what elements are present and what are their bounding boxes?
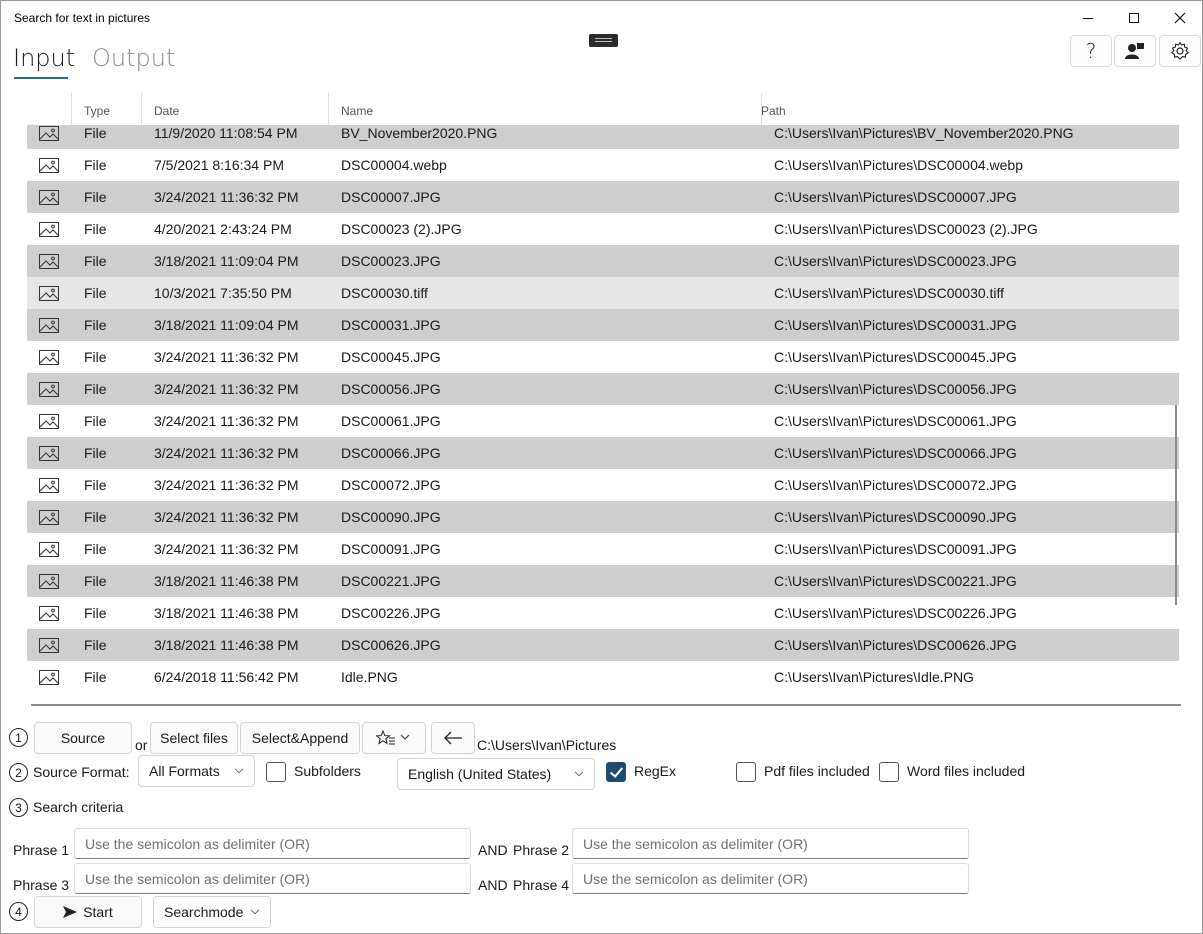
- cell-path: C:\Users\Ivan\Pictures\DSC00056.JPG: [774, 381, 1017, 397]
- source-format-value: All Formats: [149, 763, 220, 779]
- image-file-icon: [39, 158, 59, 173]
- searchmode-select[interactable]: [153, 896, 271, 928]
- image-file-icon: [39, 190, 59, 205]
- drag-handle[interactable]: [589, 34, 618, 47]
- title-bar[interactable]: [1, 1, 1202, 35]
- subfolders-label: Subfolders: [294, 763, 361, 779]
- send-icon: [63, 906, 77, 918]
- cell-date: 6/24/2018 11:56:42 PM: [154, 669, 299, 685]
- cell-date: 3/24/2021 11:36:32 PM: [154, 509, 299, 525]
- close-icon: [1174, 12, 1186, 24]
- chevron-down-icon: [575, 768, 583, 776]
- pdf-checkbox[interactable]: [736, 762, 756, 782]
- cell-type: File: [84, 125, 107, 141]
- image-file-icon: [39, 126, 59, 141]
- cell-type: File: [84, 349, 107, 365]
- pdf-label: Pdf files included: [764, 763, 870, 779]
- regex-label: RegEx: [634, 763, 677, 779]
- language-value: English (United States): [408, 766, 552, 782]
- cell-type: File: [84, 189, 107, 205]
- tab-input[interactable]: Input: [13, 44, 76, 72]
- cell-date: 3/24/2021 11:36:32 PM: [154, 381, 299, 397]
- cell-date: 3/24/2021 11:36:32 PM: [154, 477, 299, 493]
- settings-button[interactable]: [1159, 35, 1201, 67]
- help-icon: ?: [1085, 39, 1097, 63]
- image-file-icon: [39, 350, 59, 365]
- cell-path: C:\Users\Ivan\Pictures\DSC00061.JPG: [774, 413, 1017, 429]
- column-header-name[interactable]: Name: [341, 104, 374, 118]
- cell-type: File: [84, 509, 107, 525]
- horizontal-scrollbar[interactable]: [31, 704, 1181, 706]
- cell-path: C:\Users\Ivan\Pictures\DSC00023.JPG: [774, 253, 1017, 269]
- select-files-button[interactable]: Select files: [150, 722, 238, 754]
- cell-path: C:\Users\Ivan\Pictures\DSC00091.JPG: [774, 541, 1017, 557]
- or-label: or: [135, 737, 148, 753]
- star-list-icon: [376, 730, 412, 746]
- step-3-badge: 3: [9, 798, 28, 817]
- cell-path: C:\Users\Ivan\Pictures\DSC00066.JPG: [774, 445, 1017, 461]
- cell-type: File: [84, 445, 107, 461]
- cell-name: DSC00226.JPG: [341, 605, 441, 621]
- table-row[interactable]: [27, 533, 1179, 565]
- cell-name: DSC00626.JPG: [341, 637, 441, 653]
- search-criteria-label: Search criteria: [33, 799, 124, 815]
- cell-path: C:\Users\Ivan\Pictures\BV_November2020.PNG: [774, 125, 1074, 141]
- cell-path: C:\Users\Ivan\Pictures\DSC00045.JPG: [774, 349, 1017, 365]
- cell-type: File: [84, 541, 107, 557]
- image-file-icon: [39, 414, 59, 429]
- cell-path: C:\Users\Ivan\Pictures\DSC00031.JPG: [774, 317, 1017, 333]
- and-label: AND: [478, 877, 508, 893]
- image-file-icon: [39, 478, 59, 493]
- cell-path: C:\Users\Ivan\Pictures\DSC00030.tiff: [774, 285, 1005, 301]
- image-file-icon: [39, 382, 59, 397]
- cell-date: 3/24/2021 11:36:32 PM: [154, 541, 299, 557]
- image-file-icon: [39, 574, 59, 589]
- phrase-3-input[interactable]: [74, 863, 471, 894]
- column-header-type[interactable]: Type: [84, 104, 111, 118]
- cell-path: C:\Users\Ivan\Pictures\DSC00007.JPG: [774, 189, 1017, 205]
- cell-name: DSC00066.JPG: [341, 445, 441, 461]
- favorites-button[interactable]: [362, 722, 426, 754]
- cell-name: DSC00045.JPG: [341, 349, 441, 365]
- start-button[interactable]: [34, 896, 142, 928]
- cell-date: 3/18/2021 11:46:38 PM: [154, 605, 299, 621]
- files-table[interactable]: [27, 93, 1179, 705]
- cell-name: DSC00091.JPG: [341, 541, 441, 557]
- maximize-icon: [1129, 13, 1139, 23]
- word-label: Word files included: [907, 763, 1026, 779]
- cell-type: File: [84, 221, 107, 237]
- close-button[interactable]: [1157, 1, 1203, 35]
- window-title: Search for text in pictures: [14, 11, 151, 25]
- table-row[interactable]: [27, 277, 1179, 309]
- table-row[interactable]: [27, 341, 1179, 373]
- image-file-icon: [39, 286, 59, 301]
- searchmode-value: Searchmode: [164, 904, 244, 920]
- column-header-date[interactable]: Date: [154, 104, 180, 118]
- cell-date: 3/18/2021 11:09:04 PM: [154, 253, 299, 269]
- cell-name: DSC00056.JPG: [341, 381, 441, 397]
- cell-name: DSC00004.webp: [341, 157, 447, 173]
- step-1-badge: 1: [9, 728, 28, 747]
- phrase-4-input[interactable]: [572, 863, 969, 894]
- table-row[interactable]: [27, 565, 1179, 597]
- cell-name: DSC00031.JPG: [341, 317, 441, 333]
- source-format-label: Source Format:: [33, 764, 130, 780]
- table-row[interactable]: [27, 661, 1179, 693]
- cell-path: C:\Users\Ivan\Pictures\DSC00626.JPG: [774, 637, 1017, 653]
- column-separator[interactable]: [71, 93, 72, 125]
- and-label: AND: [478, 842, 508, 858]
- cell-date: 10/3/2021 7:35:50 PM: [154, 285, 292, 301]
- help-button[interactable]: [1070, 35, 1112, 67]
- image-file-icon: [39, 222, 59, 237]
- table-row[interactable]: [27, 149, 1179, 181]
- cell-type: File: [84, 605, 107, 621]
- source-format-select[interactable]: [138, 755, 255, 787]
- cell-path: C:\Users\Ivan\Pictures\DSC00023 (2).JPG: [774, 221, 1038, 237]
- source-button[interactable]: Source: [34, 722, 132, 754]
- cell-type: File: [84, 317, 107, 333]
- table-row[interactable]: [27, 245, 1179, 277]
- cell-path: C:\Users\Ivan\Pictures\Idle.PNG: [774, 669, 974, 685]
- phrase-1-input[interactable]: [74, 828, 471, 859]
- cell-name: DSC00023 (2).JPG: [341, 221, 462, 237]
- person-icon: [1125, 42, 1145, 60]
- cell-name: DSC00072.JPG: [341, 477, 441, 493]
- cell-date: 3/18/2021 11:46:38 PM: [154, 637, 299, 653]
- cell-name: BV_November2020.PNG: [341, 125, 498, 141]
- chevron-down-icon: [235, 765, 243, 773]
- table-row[interactable]: [27, 437, 1179, 469]
- cell-date: 11/9/2020 11:08:54 PM: [154, 125, 298, 141]
- image-file-icon: [39, 510, 59, 525]
- regex-checkbox[interactable]: [606, 762, 626, 782]
- cell-path: C:\Users\Ivan\Pictures\DSC00004.webp: [774, 157, 1023, 173]
- cell-type: File: [84, 157, 107, 173]
- language-select[interactable]: [397, 758, 595, 790]
- cell-date: 7/5/2021 8:16:34 PM: [154, 157, 284, 173]
- table-row[interactable]: [27, 501, 1179, 533]
- column-header-path[interactable]: Path: [761, 104, 786, 118]
- current-path: C:\Users\Ivan\Pictures: [477, 737, 617, 753]
- cell-type: File: [84, 669, 107, 685]
- cell-name: DSC00221.JPG: [341, 573, 441, 589]
- gear-icon: [1170, 41, 1190, 61]
- cell-path: C:\Users\Ivan\Pictures\DSC00090.JPG: [774, 509, 1017, 525]
- subfolders-checkbox[interactable]: [266, 762, 286, 782]
- column-separator[interactable]: [328, 93, 329, 125]
- table-row[interactable]: [27, 597, 1179, 629]
- cell-type: File: [84, 573, 107, 589]
- user-button[interactable]: [1114, 35, 1156, 67]
- phrase-4-label: Phrase 4: [513, 877, 570, 893]
- cell-date: 3/18/2021 11:09:04 PM: [154, 317, 299, 333]
- tab-output[interactable]: Output: [92, 44, 176, 72]
- table-row[interactable]: [27, 213, 1179, 245]
- cell-date: 3/24/2021 11:36:32 PM: [154, 349, 299, 365]
- image-file-icon: [39, 254, 59, 269]
- table-body: [27, 117, 1179, 693]
- chevron-down-icon: [251, 906, 259, 914]
- phrase-2-label: Phrase 2: [513, 842, 570, 858]
- minimize-button[interactable]: [1065, 1, 1111, 35]
- cell-type: File: [84, 413, 107, 429]
- cell-name: DSC00061.JPG: [341, 413, 441, 429]
- cell-date: 4/20/2021 2:43:24 PM: [154, 221, 292, 237]
- image-file-icon: [39, 638, 59, 653]
- cell-name: DSC00030.tiff: [341, 285, 428, 301]
- cell-type: File: [84, 637, 107, 653]
- back-button[interactable]: [431, 722, 475, 754]
- cell-name: Idle.PNG: [341, 669, 398, 685]
- image-file-icon: [39, 542, 59, 557]
- word-checkbox[interactable]: [879, 762, 899, 782]
- cell-date: 3/24/2021 11:36:32 PM: [154, 189, 299, 205]
- cell-date: 3/24/2021 11:36:32 PM: [154, 413, 299, 429]
- cell-type: File: [84, 253, 107, 269]
- phrase-2-input[interactable]: [572, 828, 969, 859]
- select-append-button[interactable]: Select&Append: [240, 722, 360, 754]
- cell-name: DSC00023.JPG: [341, 253, 441, 269]
- arrow-left-icon: [443, 731, 463, 745]
- start-label: Start: [83, 904, 113, 920]
- cell-type: File: [84, 477, 107, 493]
- cell-type: File: [84, 285, 107, 301]
- image-file-icon: [39, 606, 59, 621]
- table-row[interactable]: [27, 629, 1179, 661]
- table-header: [27, 93, 1179, 125]
- cell-type: File: [84, 381, 107, 397]
- image-file-icon: [39, 446, 59, 461]
- column-separator[interactable]: [141, 93, 142, 125]
- maximize-button[interactable]: [1111, 1, 1157, 35]
- cell-path: C:\Users\Ivan\Pictures\DSC00221.JPG: [774, 573, 1017, 589]
- cell-date: 3/18/2021 11:46:38 PM: [154, 573, 299, 589]
- step-2-badge: 2: [9, 763, 28, 782]
- cell-name: DSC00090.JPG: [341, 509, 441, 525]
- table-row[interactable]: [27, 181, 1179, 213]
- image-file-icon: [39, 670, 59, 685]
- table-row[interactable]: [27, 405, 1179, 437]
- cell-name: DSC00007.JPG: [341, 189, 441, 205]
- cell-date: 3/24/2021 11:36:32 PM: [154, 445, 299, 461]
- cell-path: C:\Users\Ivan\Pictures\DSC00072.JPG: [774, 477, 1017, 493]
- cell-path: C:\Users\Ivan\Pictures\DSC00226.JPG: [774, 605, 1017, 621]
- minimize-icon: [1083, 18, 1093, 19]
- image-file-icon: [39, 318, 59, 333]
- table-row[interactable]: [27, 469, 1179, 501]
- vertical-scrollbar[interactable]: [1175, 405, 1177, 605]
- phrase-1-label: Phrase 1: [13, 842, 70, 858]
- table-row[interactable]: [27, 309, 1179, 341]
- phrase-3-label: Phrase 3: [13, 877, 70, 893]
- step-4-badge: 4: [9, 902, 28, 921]
- active-tab-indicator: [14, 77, 68, 79]
- table-row[interactable]: [27, 373, 1179, 405]
